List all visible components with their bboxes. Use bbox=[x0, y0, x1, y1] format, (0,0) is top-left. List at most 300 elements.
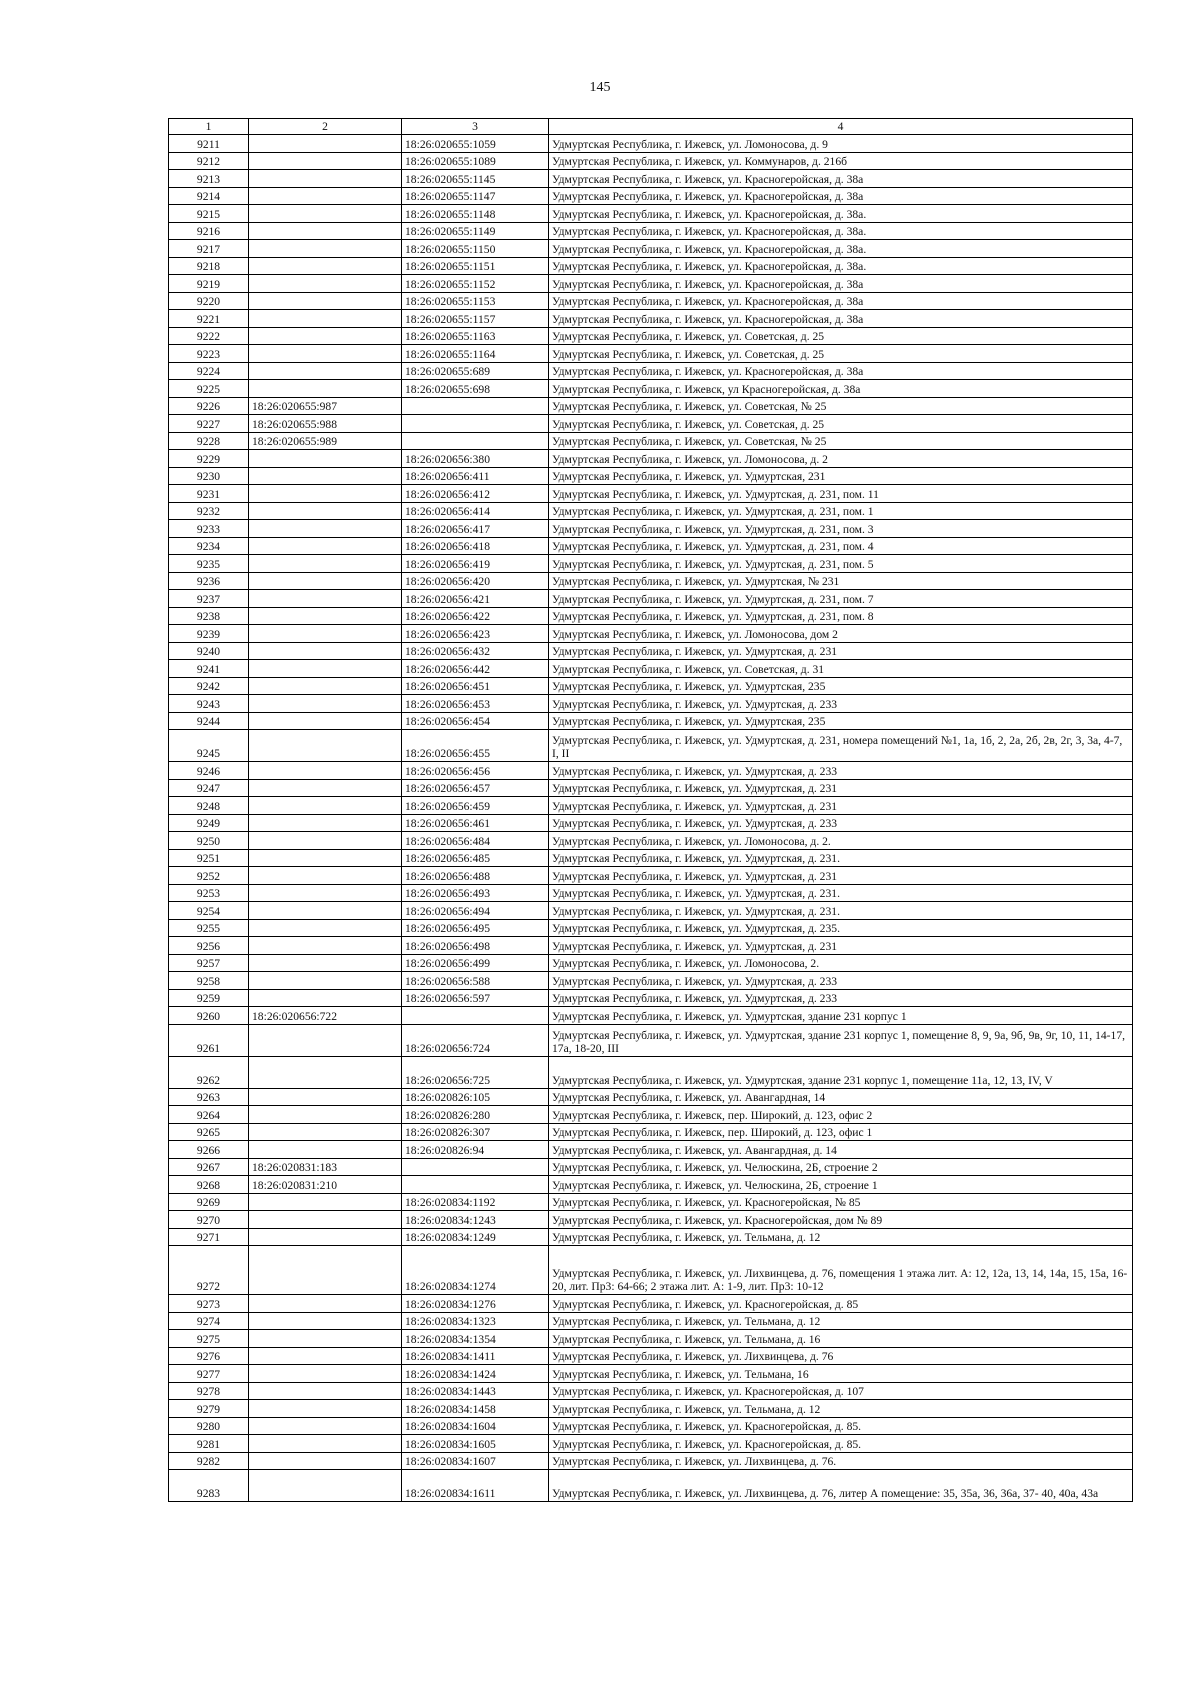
cadastral-number-building bbox=[249, 762, 402, 780]
address-cell: Удмуртская Республика, г. Ижевск, ул. Советская, д. 25 bbox=[549, 327, 1133, 345]
table-row bbox=[169, 1056, 1133, 1088]
cadastral-number-building bbox=[249, 380, 402, 398]
cadastral-number-premises: 18:26:020656:455 bbox=[402, 730, 549, 762]
cadastral-number-premises: 18:26:020656:422 bbox=[402, 607, 549, 625]
cadastral-number-premises: 18:26:020655:1153 bbox=[402, 292, 549, 310]
cadastral-number-building bbox=[249, 1141, 402, 1159]
row-number: 9248 bbox=[169, 797, 249, 815]
table-row bbox=[169, 607, 1133, 625]
cadastral-number-building bbox=[249, 135, 402, 153]
cadastral-number-premises: 18:26:020656:421 bbox=[402, 590, 549, 608]
row-number: 9249 bbox=[169, 814, 249, 832]
row-number: 9279 bbox=[169, 1400, 249, 1418]
address-cell: Удмуртская Республика, г. Ижевск, ул. Ломоносова, д. 9 bbox=[549, 135, 1133, 153]
cadastral-number-premises: 18:26:020834:1323 bbox=[402, 1312, 549, 1330]
row-number: 9217 bbox=[169, 240, 249, 258]
cadastral-number-premises bbox=[402, 1176, 549, 1194]
row-number: 9219 bbox=[169, 275, 249, 293]
row-number: 9225 bbox=[169, 380, 249, 398]
cadastral-number-building bbox=[249, 902, 402, 920]
address-cell: Удмуртская Республика, г. Ижевск, ул. Ломоносова, 2. bbox=[549, 954, 1133, 972]
cadastral-number-building bbox=[249, 205, 402, 223]
table-row bbox=[169, 1452, 1133, 1470]
row-number: 9268 bbox=[169, 1176, 249, 1194]
table-row bbox=[169, 292, 1133, 310]
row-number: 9226 bbox=[169, 397, 249, 415]
row-number: 9242 bbox=[169, 677, 249, 695]
table-row bbox=[169, 380, 1133, 398]
address-cell: Удмуртская Республика, г. Ижевск, ул. Удмуртская, д. 231. bbox=[549, 902, 1133, 920]
row-number: 9244 bbox=[169, 712, 249, 730]
row-number: 9258 bbox=[169, 972, 249, 990]
table-row bbox=[169, 537, 1133, 555]
row-number: 9238 bbox=[169, 607, 249, 625]
row-number: 9230 bbox=[169, 467, 249, 485]
table-row bbox=[169, 415, 1133, 433]
row-number: 9218 bbox=[169, 257, 249, 275]
cadastral-number-building bbox=[249, 1435, 402, 1453]
address-cell: Удмуртская Республика, г. Ижевск, ул. Красногеройская, д. 38а bbox=[549, 275, 1133, 293]
cadastral-number-premises: 18:26:020655:1164 bbox=[402, 345, 549, 363]
row-number: 9234 bbox=[169, 537, 249, 555]
row-number: 9251 bbox=[169, 849, 249, 867]
row-number: 9278 bbox=[169, 1382, 249, 1400]
address-cell: Удмуртская Республика, г. Ижевск, ул. Удмуртская, д. 231, пом. 4 bbox=[549, 537, 1133, 555]
cadastral-number-premises: 18:26:020656:488 bbox=[402, 867, 549, 885]
row-number: 9254 bbox=[169, 902, 249, 920]
row-number: 9275 bbox=[169, 1330, 249, 1348]
cadastral-number-building: 18:26:020831:183 bbox=[249, 1158, 402, 1176]
address-cell: Удмуртская Республика, г. Ижевск, ул. Красногеройская, д. 85. bbox=[549, 1435, 1133, 1453]
cadastral-number-premises: 18:26:020834:1605 bbox=[402, 1435, 549, 1453]
cadastral-number-building bbox=[249, 1246, 402, 1295]
row-number: 9228 bbox=[169, 432, 249, 450]
table-row bbox=[169, 712, 1133, 730]
cadastral-number-building bbox=[249, 814, 402, 832]
cadastral-number-premises: 18:26:020656:432 bbox=[402, 642, 549, 660]
table-row bbox=[169, 1347, 1133, 1365]
cadastral-number-building: 18:26:020655:988 bbox=[249, 415, 402, 433]
cadastral-number-building bbox=[249, 222, 402, 240]
row-number: 9281 bbox=[169, 1435, 249, 1453]
address-cell: Удмуртская Республика, г. Ижевск, ул. Лихвинцева, д. 76. bbox=[549, 1452, 1133, 1470]
row-number: 9276 bbox=[169, 1347, 249, 1365]
cadastral-number-building bbox=[249, 867, 402, 885]
cadastral-number-building bbox=[249, 779, 402, 797]
cadastral-number-premises: 18:26:020826:307 bbox=[402, 1123, 549, 1141]
cadastral-number-premises: 18:26:020656:442 bbox=[402, 660, 549, 678]
cadastral-number-building bbox=[249, 972, 402, 990]
table-row bbox=[169, 590, 1133, 608]
table-row bbox=[169, 677, 1133, 695]
address-cell: Удмуртская Республика, г. Ижевск, ул. Авангардная, д. 14 bbox=[549, 1141, 1133, 1159]
table-row bbox=[169, 1295, 1133, 1313]
cadastral-number-building bbox=[249, 310, 402, 328]
table-row bbox=[169, 779, 1133, 797]
row-number: 9216 bbox=[169, 222, 249, 240]
row-number: 9229 bbox=[169, 450, 249, 468]
address-cell: Удмуртская Республика, г. Ижевск, ул. Удмуртская, д. 233 bbox=[549, 972, 1133, 990]
table-row bbox=[169, 1312, 1133, 1330]
table-row bbox=[169, 1158, 1133, 1176]
address-cell: Удмуртская Республика, г. Ижевск, ул. Удмуртская, № 231 bbox=[549, 572, 1133, 590]
cadastral-number-premises: 18:26:020834:1192 bbox=[402, 1193, 549, 1211]
row-number: 9233 bbox=[169, 520, 249, 538]
cadastral-number-building bbox=[249, 712, 402, 730]
cadastral-number-premises: 18:26:020656:417 bbox=[402, 520, 549, 538]
address-cell: Удмуртская Республика, г. Ижевск, ул. Ломоносова, д. 2. bbox=[549, 832, 1133, 850]
cadastral-number-building bbox=[249, 1452, 402, 1470]
address-cell: Удмуртская Республика, г. Ижевск, ул. Удмуртская, д. 231, номера помещений №1, 1а, 1б, 2, 2а, 2б, 2в, 2г, 3, 3а, 4-7, I, II bbox=[549, 730, 1133, 762]
cadastral-number-building bbox=[249, 1470, 402, 1502]
cadastral-number-premises: 18:26:020834:1607 bbox=[402, 1452, 549, 1470]
cadastral-number-building bbox=[249, 1417, 402, 1435]
table-row bbox=[169, 1400, 1133, 1418]
table-row bbox=[169, 572, 1133, 590]
cadastral-number-premises bbox=[402, 415, 549, 433]
row-number: 9214 bbox=[169, 187, 249, 205]
cadastral-number-premises bbox=[402, 397, 549, 415]
address-cell: Удмуртская Республика, г. Ижевск, ул. Красногеройская, д. 107 bbox=[549, 1382, 1133, 1400]
cadastral-number-building bbox=[249, 1088, 402, 1106]
table-row bbox=[169, 205, 1133, 223]
table-row bbox=[169, 832, 1133, 850]
address-cell: Удмуртская Республика, г. Ижевск, ул. Удмуртская, д. 231, пом. 11 bbox=[549, 485, 1133, 503]
address-cell: Удмуртская Республика, г. Ижевск, ул. Красногеройская, № 85 bbox=[549, 1193, 1133, 1211]
table-row bbox=[169, 902, 1133, 920]
cadastral-number-building bbox=[249, 937, 402, 955]
cadastral-number-building bbox=[249, 572, 402, 590]
table-row bbox=[169, 1007, 1133, 1025]
address-cell: Удмуртская Республика, г. Ижевск, ул. Тельмана, 16 bbox=[549, 1365, 1133, 1383]
cadastral-number-building bbox=[249, 1228, 402, 1246]
cadastral-number-premises: 18:26:020655:1145 bbox=[402, 170, 549, 188]
row-number: 9273 bbox=[169, 1295, 249, 1313]
cadastral-number-building bbox=[249, 919, 402, 937]
row-number: 9222 bbox=[169, 327, 249, 345]
table-row bbox=[169, 467, 1133, 485]
address-cell: Удмуртская Республика, г. Ижевск, ул. Удмуртская, здание 231 корпус 1, помещение 8, 9, 9а, 9б, 9в, 9г, 10, 11, 14-17, 17а, 18-20, III bbox=[549, 1024, 1133, 1056]
address-cell: Удмуртская Республика, г. Ижевск, ул. Челюскина, 2Б, строение 1 bbox=[549, 1176, 1133, 1194]
column-header-3: 3 bbox=[402, 119, 549, 135]
cadastral-number-premises: 18:26:020655:1150 bbox=[402, 240, 549, 258]
table-row bbox=[169, 432, 1133, 450]
cadastral-number-building bbox=[249, 555, 402, 573]
address-cell: Удмуртская Республика, г. Ижевск, ул. Тельмана, д. 12 bbox=[549, 1400, 1133, 1418]
cadastral-number-premises: 18:26:020655:1059 bbox=[402, 135, 549, 153]
cadastral-number-premises: 18:26:020655:1089 bbox=[402, 152, 549, 170]
table-row bbox=[169, 222, 1133, 240]
cadastral-number-building bbox=[249, 240, 402, 258]
row-number: 9263 bbox=[169, 1088, 249, 1106]
row-number: 9243 bbox=[169, 695, 249, 713]
address-cell: Удмуртская Республика, г. Ижевск, ул. Тельмана, д. 16 bbox=[549, 1330, 1133, 1348]
cadastral-number-premises: 18:26:020655:1163 bbox=[402, 327, 549, 345]
table-row bbox=[169, 625, 1133, 643]
table-row bbox=[169, 1470, 1133, 1502]
cadastral-number-building bbox=[249, 590, 402, 608]
cadastral-number-premises: 18:26:020656:453 bbox=[402, 695, 549, 713]
cadastral-number-premises: 18:26:020834:1411 bbox=[402, 1347, 549, 1365]
address-cell: Удмуртская Республика, г. Ижевск, ул. Советская, д. 25 bbox=[549, 415, 1133, 433]
table-body bbox=[169, 135, 1133, 1502]
cadastral-number-premises: 18:26:020826:105 bbox=[402, 1088, 549, 1106]
cadastral-number-building bbox=[249, 625, 402, 643]
address-cell: Удмуртская Республика, г. Ижевск, ул. Удмуртская, д. 233 bbox=[549, 989, 1133, 1007]
cadastral-number-premises: 18:26:020656:411 bbox=[402, 467, 549, 485]
row-number: 9253 bbox=[169, 884, 249, 902]
address-cell: Удмуртская Республика, г. Ижевск, ул. Красногеройская, д. 85. bbox=[549, 1417, 1133, 1435]
cadastral-number-premises: 18:26:020826:94 bbox=[402, 1141, 549, 1159]
table-row bbox=[169, 642, 1133, 660]
address-cell: Удмуртская Республика, г. Ижевск, ул. Удмуртская, д. 231, пом. 7 bbox=[549, 590, 1133, 608]
address-cell: Удмуртская Республика, г. Ижевск, ул. Красногеройская, д. 38а. bbox=[549, 222, 1133, 240]
cadastral-number-building: 18:26:020831:210 bbox=[249, 1176, 402, 1194]
row-number: 9240 bbox=[169, 642, 249, 660]
address-cell: Удмуртская Республика, г. Ижевск, ул. Красногеройская, д. 38а bbox=[549, 362, 1133, 380]
table-row bbox=[169, 1330, 1133, 1348]
row-number: 9270 bbox=[169, 1211, 249, 1229]
address-cell: Удмуртская Республика, г. Ижевск, ул. Удмуртская, д. 231 bbox=[549, 642, 1133, 660]
table-row bbox=[169, 1193, 1133, 1211]
cadastral-number-premises: 18:26:020655:1157 bbox=[402, 310, 549, 328]
cadastral-number-premises: 18:26:020834:1443 bbox=[402, 1382, 549, 1400]
address-cell: Удмуртская Республика, г. Ижевск, ул. Красногеройская, д. 38а bbox=[549, 187, 1133, 205]
table-row bbox=[169, 660, 1133, 678]
cadastral-number-premises: 18:26:020656:451 bbox=[402, 677, 549, 695]
row-number: 9255 bbox=[169, 919, 249, 937]
row-number: 9271 bbox=[169, 1228, 249, 1246]
address-cell: Удмуртская Республика, г. Ижевск, ул. Удмуртская, здание 231 корпус 1 bbox=[549, 1007, 1133, 1025]
address-cell: Удмуртская Республика, г. Ижевск, ул. Удмуртская, д. 231, пом. 5 bbox=[549, 555, 1133, 573]
cadastral-number-premises: 18:26:020834:1458 bbox=[402, 1400, 549, 1418]
address-cell: Удмуртская Республика, г. Ижевск, ул. Тельмана, д. 12 bbox=[549, 1228, 1133, 1246]
table-row bbox=[169, 450, 1133, 468]
cadastral-number-building bbox=[249, 1382, 402, 1400]
row-number: 9215 bbox=[169, 205, 249, 223]
row-number: 9256 bbox=[169, 937, 249, 955]
table-row bbox=[169, 170, 1133, 188]
cadastral-number-premises: 18:26:020656:457 bbox=[402, 779, 549, 797]
cadastral-number-building bbox=[249, 849, 402, 867]
cadastral-number-premises: 18:26:020656:412 bbox=[402, 485, 549, 503]
address-cell: Удмуртская Республика, г. Ижевск, ул. Удмуртская, д. 231 bbox=[549, 867, 1133, 885]
row-number: 9247 bbox=[169, 779, 249, 797]
cadastral-number-premises: 18:26:020656:493 bbox=[402, 884, 549, 902]
row-number: 9274 bbox=[169, 1312, 249, 1330]
table-row bbox=[169, 310, 1133, 328]
table-row bbox=[169, 520, 1133, 538]
row-number: 9235 bbox=[169, 555, 249, 573]
cadastral-number-premises: 18:26:020656:494 bbox=[402, 902, 549, 920]
cadastral-number-premises: 18:26:020834:1276 bbox=[402, 1295, 549, 1313]
cadastral-number-building: 18:26:020655:989 bbox=[249, 432, 402, 450]
table-row bbox=[169, 1382, 1133, 1400]
row-number: 9241 bbox=[169, 660, 249, 678]
row-number: 9280 bbox=[169, 1417, 249, 1435]
table-row bbox=[169, 1024, 1133, 1056]
cadastral-number-premises: 18:26:020656:423 bbox=[402, 625, 549, 643]
cadastral-number-premises: 18:26:020834:1249 bbox=[402, 1228, 549, 1246]
table-row bbox=[169, 1246, 1133, 1295]
row-number: 9262 bbox=[169, 1056, 249, 1088]
table-row bbox=[169, 345, 1133, 363]
cadastral-number-premises: 18:26:020834:1604 bbox=[402, 1417, 549, 1435]
cadastral-number-building bbox=[249, 467, 402, 485]
address-cell: Удмуртская Республика, г. Ижевск, ул. Удмуртская, здание 231 корпус 1, помещение 11а, 12, 13, IV, V bbox=[549, 1056, 1133, 1088]
table-row bbox=[169, 152, 1133, 170]
cadastral-number-building bbox=[249, 797, 402, 815]
cadastral-number-building bbox=[249, 345, 402, 363]
cadastral-number-building bbox=[249, 1106, 402, 1124]
table-row bbox=[169, 327, 1133, 345]
cadastral-number-premises: 18:26:020834:1274 bbox=[402, 1246, 549, 1295]
cadastral-number-building bbox=[249, 1024, 402, 1056]
table-row bbox=[169, 1123, 1133, 1141]
address-cell: Удмуртская Республика, г. Ижевск, ул. Удмуртская, 235 bbox=[549, 677, 1133, 695]
cadastral-number-building bbox=[249, 832, 402, 850]
cadastral-number-building bbox=[249, 152, 402, 170]
row-number: 9239 bbox=[169, 625, 249, 643]
cadastral-number-building bbox=[249, 884, 402, 902]
cadastral-number-premises: 18:26:020656:597 bbox=[402, 989, 549, 1007]
address-cell: Удмуртская Республика, г. Ижевск, ул. Удмуртская, д. 231. bbox=[549, 849, 1133, 867]
address-cell: Удмуртская Республика, г. Ижевск, ул. Советская, № 25 bbox=[549, 397, 1133, 415]
column-header-1: 1 bbox=[169, 119, 249, 135]
cadastral-number-premises: 18:26:020656:380 bbox=[402, 450, 549, 468]
address-cell: Удмуртская Республика, г. Ижевск, ул. Удмуртская, д. 231 bbox=[549, 937, 1133, 955]
address-cell: Удмуртская Республика, г. Ижевск, ул. Красногеройская, д. 38а bbox=[549, 292, 1133, 310]
row-number: 9236 bbox=[169, 572, 249, 590]
table-row bbox=[169, 797, 1133, 815]
cadastral-number-premises: 18:26:020656:459 bbox=[402, 797, 549, 815]
address-cell: Удмуртская Республика, г. Ижевск, ул. Удмуртская, д. 233 bbox=[549, 695, 1133, 713]
address-cell: Удмуртская Республика, г. Ижевск, ул. Удмуртская, д. 235. bbox=[549, 919, 1133, 937]
address-cell: Удмуртская Республика, г. Ижевск, ул. Удмуртская, д. 231, пом. 3 bbox=[549, 520, 1133, 538]
address-cell: Удмуртская Республика, г. Ижевск, ул. Челюскина, 2Б, строение 2 bbox=[549, 1158, 1133, 1176]
address-cell: Удмуртская Республика, г. Ижевск, пер. Широкий, д. 123, офис 1 bbox=[549, 1123, 1133, 1141]
row-number: 9265 bbox=[169, 1123, 249, 1141]
cadastral-number-premises: 18:26:020826:280 bbox=[402, 1106, 549, 1124]
cadastral-number-building bbox=[249, 537, 402, 555]
cadastral-number-building bbox=[249, 292, 402, 310]
column-header-4: 4 bbox=[549, 119, 1133, 135]
cadastral-number-premises: 18:26:020656:454 bbox=[402, 712, 549, 730]
cadastral-number-premises: 18:26:020656:499 bbox=[402, 954, 549, 972]
cadastral-number-building bbox=[249, 1211, 402, 1229]
address-cell: Удмуртская Республика, г. Ижевск, ул. Ломоносова, дом 2 bbox=[549, 625, 1133, 643]
address-cell: Удмуртская Республика, г. Ижевск, ул. Лихвинцева, д. 76 bbox=[549, 1347, 1133, 1365]
cadastral-number-building bbox=[249, 660, 402, 678]
table-row bbox=[169, 762, 1133, 780]
cadastral-number-building bbox=[249, 1056, 402, 1088]
address-cell: Удмуртская Республика, г. Ижевск, ул. Лихвинцева, д. 76, помещения 1 этажа лит. А: 12, 12а, 13, 14, 14а, 15, 15а, 16-20, лит. Пр3: 64-66; 2 этажа лит. А: 1-9, лит. Пр3: 10-12 bbox=[549, 1246, 1133, 1295]
table-row bbox=[169, 972, 1133, 990]
cadastral-number-building bbox=[249, 1347, 402, 1365]
cadastral-number-premises: 18:26:020834:1611 bbox=[402, 1470, 549, 1502]
cadastral-number-premises: 18:26:020656:461 bbox=[402, 814, 549, 832]
table-row bbox=[169, 937, 1133, 955]
cadastral-number-building bbox=[249, 677, 402, 695]
address-cell: Удмуртская Республика, г. Ижевск, ул. Коммунаров, д. 216б bbox=[549, 152, 1133, 170]
cadastral-number-building bbox=[249, 520, 402, 538]
row-number: 9245 bbox=[169, 730, 249, 762]
row-number: 9272 bbox=[169, 1246, 249, 1295]
cadastral-number-premises: 18:26:020834:1354 bbox=[402, 1330, 549, 1348]
table-row bbox=[169, 1141, 1133, 1159]
table-row bbox=[169, 275, 1133, 293]
table-row bbox=[169, 1088, 1133, 1106]
table-row bbox=[169, 135, 1133, 153]
table-row bbox=[169, 1176, 1133, 1194]
row-number: 9246 bbox=[169, 762, 249, 780]
table-row bbox=[169, 884, 1133, 902]
cadastral-number-premises: 18:26:020655:698 bbox=[402, 380, 549, 398]
cadastral-number-premises: 18:26:020656:588 bbox=[402, 972, 549, 990]
cadastral-number-building bbox=[249, 1400, 402, 1418]
row-number: 9266 bbox=[169, 1141, 249, 1159]
cadastral-number-building bbox=[249, 502, 402, 520]
row-number: 9223 bbox=[169, 345, 249, 363]
address-cell: Удмуртская Республика, г. Ижевск, ул. Ломоносова, д. 2 bbox=[549, 450, 1133, 468]
table-row bbox=[169, 954, 1133, 972]
row-number: 9267 bbox=[169, 1158, 249, 1176]
row-number: 9260 bbox=[169, 1007, 249, 1025]
cadastral-number-building bbox=[249, 187, 402, 205]
cadastral-number-building bbox=[249, 1365, 402, 1383]
cadastral-number-building bbox=[249, 1193, 402, 1211]
address-cell: Удмуртская Республика, г. Ижевск, ул. Авангардная, 14 bbox=[549, 1088, 1133, 1106]
cadastral-number-building bbox=[249, 642, 402, 660]
cadastral-number-building bbox=[249, 450, 402, 468]
table-row bbox=[169, 397, 1133, 415]
address-cell: Удмуртская Республика, г. Ижевск, ул. Советская, д. 25 bbox=[549, 345, 1133, 363]
cadastral-number-premises: 18:26:020655:689 bbox=[402, 362, 549, 380]
address-cell: Удмуртская Республика, г. Ижевск, ул. Удмуртская, д. 233 bbox=[549, 814, 1133, 832]
cadastral-number-premises: 18:26:020655:1148 bbox=[402, 205, 549, 223]
row-number: 9261 bbox=[169, 1024, 249, 1056]
address-cell: Удмуртская Республика, г. Ижевск, ул. Красногеройская, д. 38а bbox=[549, 310, 1133, 328]
address-cell: Удмуртская Республика, г. Ижевск, ул. Лихвинцева, д. 76, литер А помещение: 35, 35а, 36, 36а, 37- 40, 40а, 43а bbox=[549, 1470, 1133, 1502]
table-row bbox=[169, 555, 1133, 573]
cadastral-number-building bbox=[249, 275, 402, 293]
cadastral-number-premises: 18:26:020655:1147 bbox=[402, 187, 549, 205]
page-number: 145 bbox=[589, 80, 611, 95]
address-cell: Удмуртская Республика, г. Ижевск, ул. Удмуртская, д. 231 bbox=[549, 779, 1133, 797]
cadastral-number-building: 18:26:020656:722 bbox=[249, 1007, 402, 1025]
cadastral-number-premises: 18:26:020834:1424 bbox=[402, 1365, 549, 1383]
cadastral-number-building bbox=[249, 695, 402, 713]
cadastral-number-premises: 18:26:020656:456 bbox=[402, 762, 549, 780]
cadastral-number-building bbox=[249, 954, 402, 972]
address-cell: Удмуртская Республика, г. Ижевск, ул. Красногеройская, д. 38а bbox=[549, 170, 1133, 188]
cadastral-number-premises: 18:26:020656:495 bbox=[402, 919, 549, 937]
registry-table bbox=[168, 118, 1133, 1502]
cadastral-number-building bbox=[249, 257, 402, 275]
cadastral-number-building: 18:26:020655:987 bbox=[249, 397, 402, 415]
row-number: 9224 bbox=[169, 362, 249, 380]
address-cell: Удмуртская Республика, г. Ижевск, ул. Удмуртская, д. 231, пом. 1 bbox=[549, 502, 1133, 520]
cadastral-number-building bbox=[249, 730, 402, 762]
cadastral-number-premises: 18:26:020656:484 bbox=[402, 832, 549, 850]
address-cell: Удмуртская Республика, г. Ижевск, ул. Удмуртская, д. 231 bbox=[549, 797, 1133, 815]
table-row bbox=[169, 1211, 1133, 1229]
table-row bbox=[169, 502, 1133, 520]
table-row bbox=[169, 362, 1133, 380]
row-number: 9232 bbox=[169, 502, 249, 520]
table-row bbox=[169, 485, 1133, 503]
table-header bbox=[169, 119, 1133, 135]
